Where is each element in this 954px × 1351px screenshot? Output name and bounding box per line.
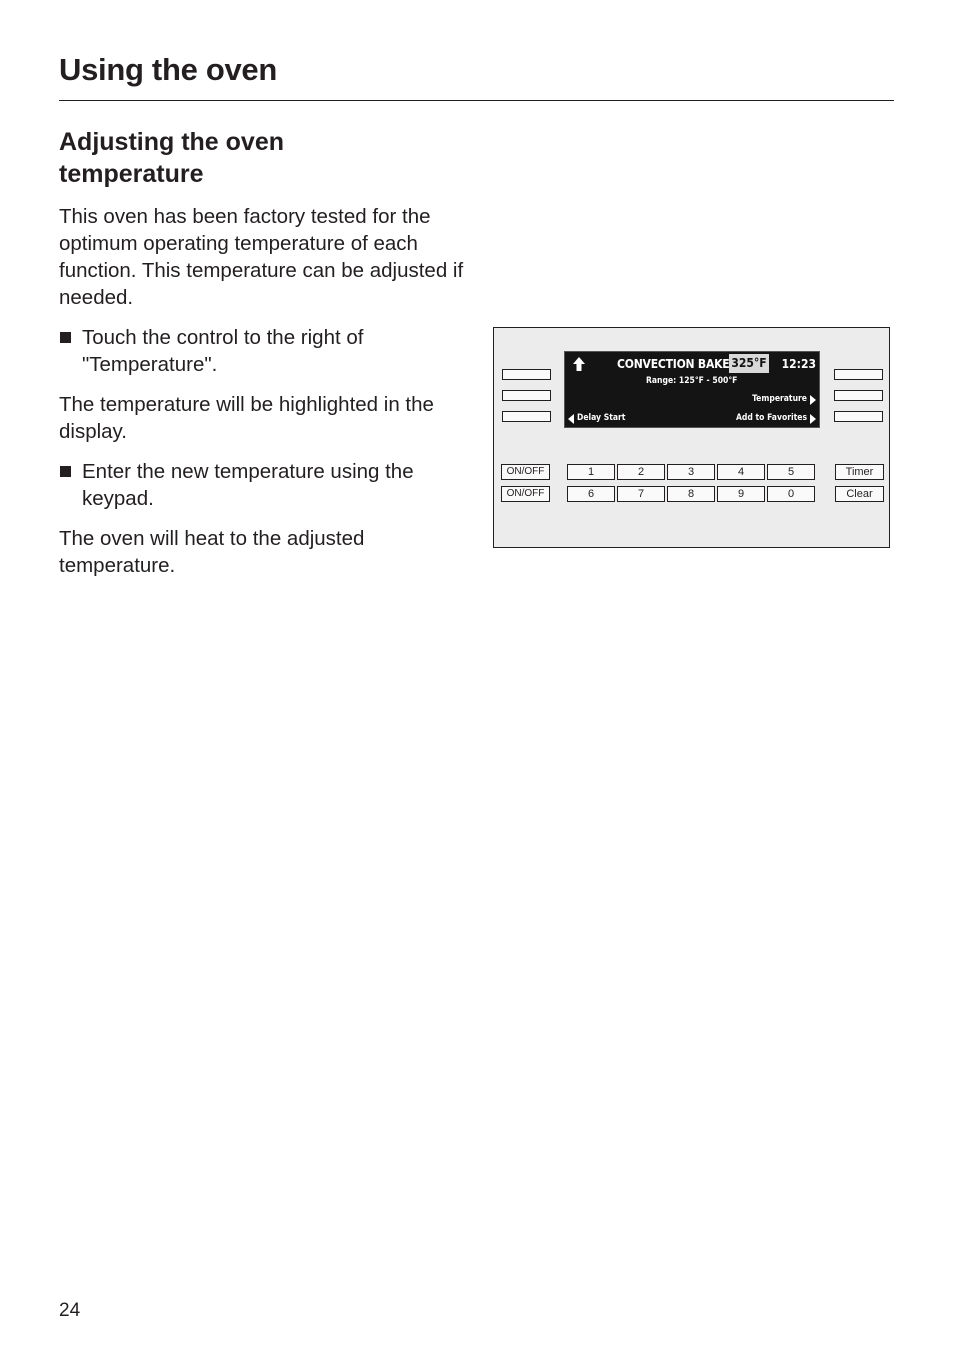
right-touch-control-temperature[interactable] — [834, 390, 883, 401]
keypad-key-5[interactable]: 5 — [767, 464, 815, 480]
keypad-key-3[interactable]: 3 — [667, 464, 715, 480]
keypad-key-2[interactable]: 2 — [617, 464, 665, 480]
right-touch-control-favorites[interactable] — [834, 411, 883, 422]
on-off-button-1[interactable]: ON/OFF — [501, 464, 550, 480]
oven-display — [564, 351, 820, 428]
square-bullet-icon — [60, 332, 71, 343]
keypad-key-9[interactable]: 9 — [717, 486, 765, 502]
step-bullet-1 — [59, 324, 469, 378]
keypad-key-0[interactable]: 0 — [767, 486, 815, 502]
result-paragraph-2: The oven will heat to the adjusted temperature. — [59, 527, 365, 577]
title-divider — [59, 100, 894, 101]
keypad-key-7[interactable]: 7 — [617, 486, 665, 502]
left-touch-control-3[interactable] — [502, 411, 551, 422]
section-heading: Adjusting the oven temperature — [59, 128, 284, 188]
keypad-key-6[interactable]: 6 — [567, 486, 615, 502]
step-text-1: Touch the control to the right of "Temperature". — [82, 326, 364, 376]
square-bullet-icon — [60, 466, 71, 477]
arrow-right-icon — [810, 414, 816, 424]
step-text-2: Enter the new temperature using the keypad. — [82, 460, 414, 510]
up-arrow-icon — [572, 356, 586, 372]
instructions — [59, 203, 469, 592]
keypad-key-4[interactable]: 4 — [717, 464, 765, 480]
right-touch-control-1[interactable] — [834, 369, 883, 380]
left-touch-control-1[interactable] — [502, 369, 551, 380]
temperature-option: Temperature — [752, 394, 807, 404]
oven-control-panel — [493, 327, 890, 548]
add-to-favorites-option: Add to Favorites — [735, 413, 807, 423]
temperature-range: Range: 125°F - 500°F — [646, 376, 738, 386]
on-off-button-2[interactable]: ON/OFF — [501, 486, 550, 502]
arrow-right-icon — [810, 395, 816, 405]
intro-paragraph: This oven has been factory tested for the optimum operating temperature of each function. This temperature can be adjusted if needed. — [59, 205, 464, 309]
left-touch-control-2[interactable] — [502, 390, 551, 401]
clock-time: 12:23 — [781, 357, 816, 371]
keypad-key-1[interactable]: 1 — [567, 464, 615, 480]
set-temperature: 325°F — [729, 354, 769, 373]
page-number: 24 — [59, 1300, 81, 1321]
timer-button[interactable]: Timer — [835, 464, 884, 480]
cooking-mode: CONVECTION BAKE — [617, 357, 730, 371]
keypad-key-8[interactable]: 8 — [667, 486, 715, 502]
step-bullet-2 — [59, 458, 469, 512]
clear-button[interactable]: Clear — [835, 486, 884, 502]
delay-start-option: Delay Start — [577, 413, 626, 423]
arrow-left-icon — [568, 414, 574, 424]
result-paragraph-1: The temperature will be highlighted in the display. — [59, 393, 434, 443]
page-title: Using the oven — [59, 52, 277, 87]
